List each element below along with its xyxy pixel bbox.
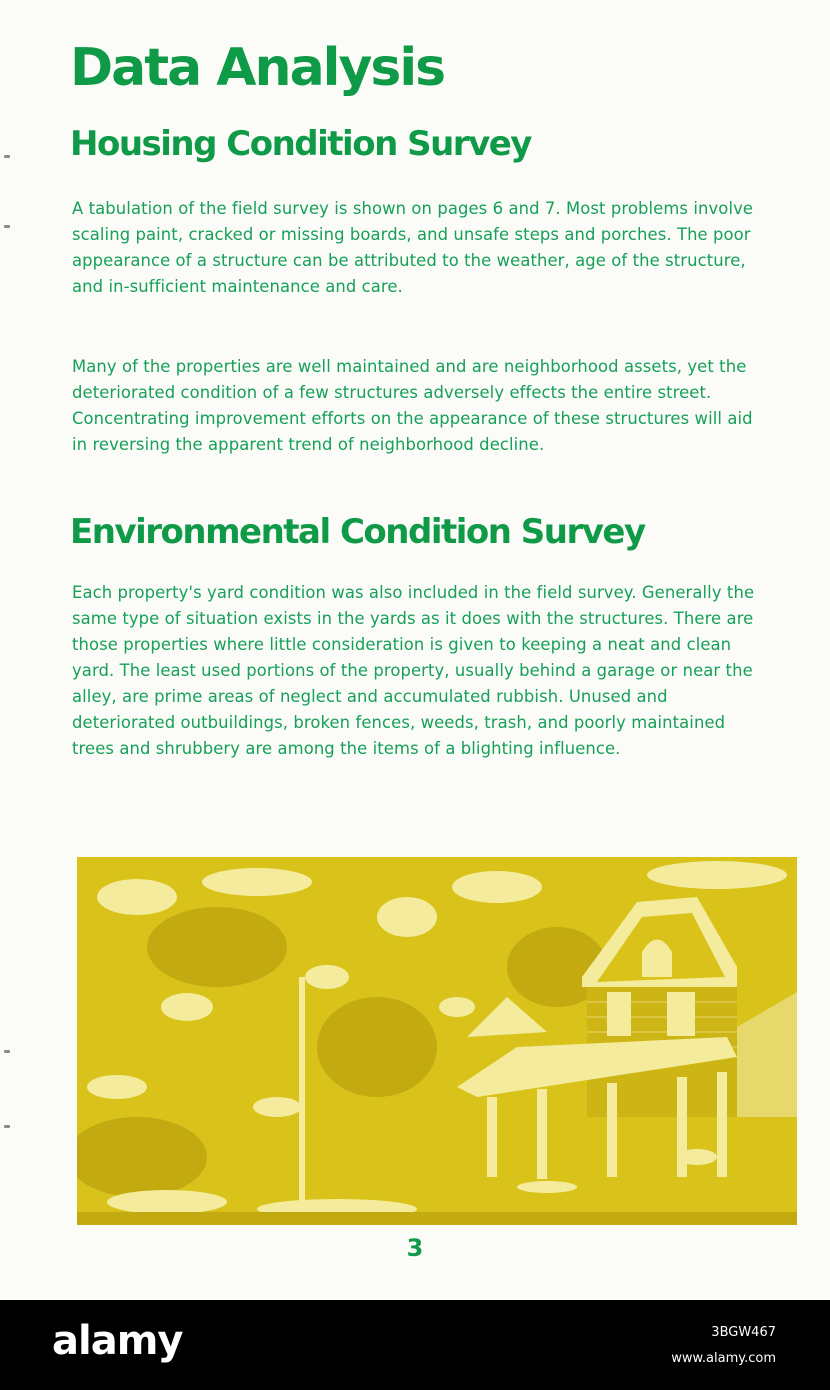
watermark-logo: alamy [52, 1318, 183, 1364]
street-house-photo [77, 857, 797, 1225]
watermark-site: www.alamy.com [671, 1351, 776, 1366]
watermark-image-id: 3BGW467 [711, 1325, 776, 1340]
page-title: Data Analysis [70, 38, 445, 98]
house-illustration [77, 857, 797, 1225]
watermark-meta [671, 1320, 776, 1372]
section-heading-environmental: Environmental Condition Survey [70, 512, 645, 552]
page-number: 3 [406, 1234, 424, 1262]
environmental-paragraph: Each property's yard condition was also included in the field survey. Generally the same type of situation exists in the yards as it does with the structures. There are those properties where little consideration is given to keeping a neat and clean yard. The least used portions of the property, usually behind a garage or near the alley, are prime areas of neglect and accumulated rubbish. Unused and deteriorated outbuildings, broken fences, weeds, trash, and poorly maintained trees and shrubbery are among the items of a blighting influence. [72, 583, 755, 758]
housing-paragraph-2: Many of the properties are well maintained and are neighborhood assets, yet the deteriorated condition of a few structures adversely effects the entire street. Concentrating improvement efforts on the appearance of these structures will aid in reversing the apparent trend of neighborhood decline. [72, 357, 753, 454]
binding-marks [2, 0, 16, 1300]
housing-paragraph-1: A tabulation of the field survey is shown on pages 6 and 7. Most problems involve scaling paint, cracked or missing boards, and unsafe steps and porches. The poor appearance of a structure can be attributed to the weather, age of the structure, and in-sufficient maintenance and care. [72, 199, 754, 296]
section-heading-housing: Housing Condition Survey [70, 124, 531, 164]
